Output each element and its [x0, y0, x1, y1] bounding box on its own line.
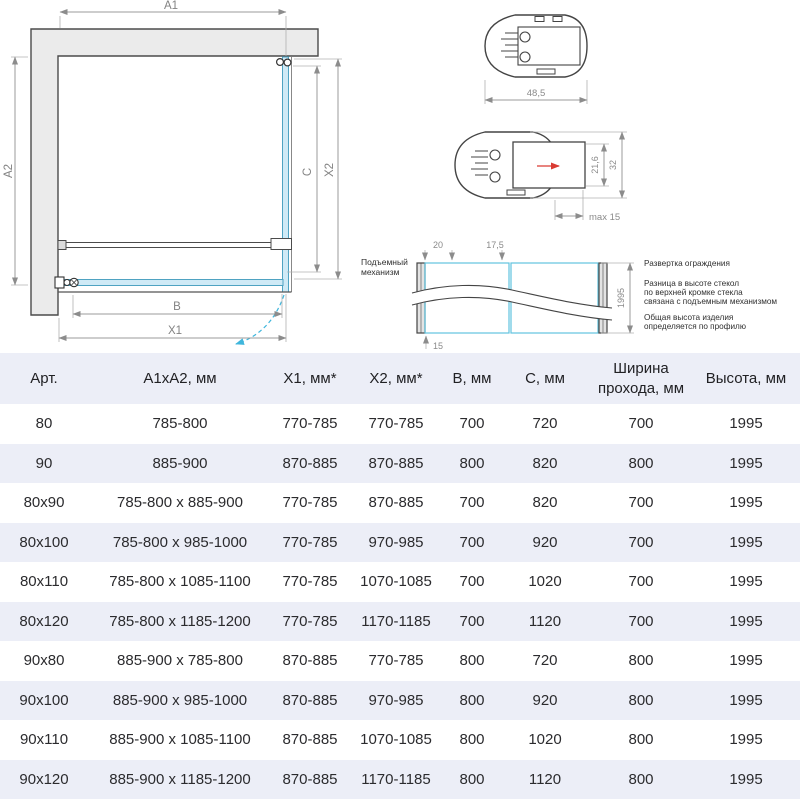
- table-cell: 1070-1085: [360, 573, 432, 591]
- table-cell: 800: [628, 770, 654, 788]
- table-cell: 870-885: [282, 652, 338, 670]
- table-row: [0, 760, 800, 800]
- table-cell: 90x100: [19, 691, 69, 709]
- table-cell: 800: [628, 731, 654, 749]
- dim-label-a2: A2: [3, 163, 15, 179]
- dim-20: 20: [432, 240, 444, 250]
- lift-mechanism-label-1: Подъемный: [361, 257, 408, 267]
- technical-drawing: [0, 0, 800, 353]
- elevation-note2-line1: Общая высота изделия: [644, 313, 734, 322]
- table-cell: 1995: [729, 415, 763, 433]
- table-cell: 800: [459, 454, 485, 472]
- table-cell: 700: [459, 573, 485, 591]
- table-cell: 785-800: [152, 415, 208, 433]
- table-cell: 700: [628, 494, 654, 512]
- table-cell: 870-885: [368, 494, 424, 512]
- table-cell: 80x90: [23, 494, 65, 512]
- column-header-a1xa2: A1xA2, мм: [143, 369, 217, 387]
- table-cell: 885-900 x 785-800: [117, 652, 243, 670]
- table-cell: 885-900 x 1185-1200: [109, 770, 251, 788]
- table-cell: 920: [532, 691, 558, 709]
- table-cell: 800: [459, 770, 485, 788]
- dim-max15: max 15: [589, 212, 621, 223]
- table-cell: 720: [532, 415, 558, 433]
- table-cell: 80x100: [19, 533, 69, 551]
- table-cell: 1120: [528, 770, 562, 788]
- door-swing-arc: [236, 295, 284, 344]
- table-cell: 770-785: [368, 415, 424, 433]
- table-cell: 1170-1185: [361, 770, 431, 788]
- table-cell: 1995: [729, 454, 763, 472]
- column-header-b: B, мм: [452, 369, 492, 387]
- table-cell: 700: [459, 533, 485, 551]
- table-cell: 770-785: [282, 573, 338, 591]
- table-cell: 870-885: [368, 454, 424, 472]
- column-header-height: Высота, мм: [705, 369, 787, 387]
- table-row: [0, 523, 800, 563]
- size-table: [0, 353, 800, 799]
- table-cell: 700: [459, 415, 485, 433]
- table-cell: 785-800 x 885-900: [117, 494, 243, 512]
- table-cell: 770-785: [282, 533, 338, 551]
- table-cell: 700: [628, 533, 654, 551]
- table-cell: 90x120: [19, 770, 69, 788]
- table-cell: 970-985: [368, 533, 424, 551]
- table-cell: 1170-1185: [361, 612, 431, 630]
- table-cell: 770-785: [282, 612, 338, 630]
- dim-15: 15: [433, 341, 444, 351]
- table-cell: 90x110: [19, 731, 69, 749]
- table-cell: 785-800 x 985-1000: [112, 533, 248, 551]
- table-body: [0, 404, 800, 799]
- table-cell: 700: [459, 494, 485, 512]
- table-cell: 785-800 x 1085-1100: [109, 573, 251, 591]
- table-cell: 970-985: [368, 691, 424, 709]
- table-cell: 870-885: [282, 691, 338, 709]
- table-cell: 1120: [528, 612, 562, 630]
- table-cell: 870-885: [282, 770, 338, 788]
- support-bar: [58, 239, 292, 250]
- table-cell: 80: [35, 415, 53, 433]
- elevation-note2-line2: определяется по профилю: [644, 322, 746, 331]
- table-cell: 1020: [528, 731, 562, 749]
- table-cell: 90x80: [23, 652, 65, 670]
- table-cell: 770-785: [282, 494, 338, 512]
- walls: [31, 29, 318, 315]
- dim-label-a1: A1: [163, 0, 179, 12]
- table-cell: 1995: [729, 652, 763, 670]
- column-header-art: Арт.: [30, 369, 58, 387]
- table-cell: 870-885: [282, 454, 338, 472]
- glass-panel-vertical: [283, 57, 289, 292]
- table-cell: 800: [628, 652, 654, 670]
- table-cell: 770-785: [368, 652, 424, 670]
- table-cell: 800: [628, 454, 654, 472]
- table-cell: 800: [459, 731, 485, 749]
- dim-32: 32: [608, 159, 618, 171]
- table-cell: 1995: [729, 612, 763, 630]
- table-row: [0, 602, 800, 642]
- table-cell: 870-885: [282, 731, 338, 749]
- table-row: [0, 444, 800, 484]
- table-cell: 800: [459, 691, 485, 709]
- elevation-note1-line2: по верхней кромке стекла: [644, 288, 743, 297]
- table-cell: 770-785: [282, 415, 338, 433]
- plan-view: [3, 0, 342, 344]
- table-cell: 920: [532, 533, 558, 551]
- dim-label-x2: X2: [324, 162, 336, 178]
- table-row: [0, 404, 800, 444]
- lift-mechanism-label-2: механизм: [361, 267, 400, 277]
- table-cell: 720: [532, 652, 558, 670]
- table-cell: 1995: [729, 691, 763, 709]
- table-cell: 885-900 x 1085-1100: [109, 731, 251, 749]
- profile-section-top: [485, 15, 587, 104]
- dim-485: 48,5: [526, 88, 546, 99]
- table-cell: 885-900: [152, 454, 208, 472]
- table-header-row: [0, 353, 800, 404]
- elevation-note1-line3: связана с подъемным механизмом: [644, 297, 778, 306]
- elevation-note1-line1: Разница в высоте стекол: [644, 279, 740, 288]
- column-header-c: C, мм: [525, 369, 565, 387]
- table-cell: 80x110: [19, 573, 69, 591]
- table-cell: 1070-1085: [360, 731, 432, 749]
- hinge: [55, 277, 78, 288]
- table-cell: 820: [532, 454, 558, 472]
- table-cell: 700: [628, 415, 654, 433]
- column-header-x2: X2, мм*: [369, 369, 423, 387]
- dim-1995: 1995: [616, 287, 626, 309]
- column-header-width: Ширина прохода, мм: [597, 360, 685, 397]
- table-cell: 800: [459, 652, 485, 670]
- table-row: [0, 562, 800, 602]
- table-cell: 700: [459, 612, 485, 630]
- table-cell: 90: [35, 454, 53, 472]
- dim-216: 21,6: [590, 156, 600, 174]
- profile-section-side: [455, 132, 627, 223]
- dim-label-c: C: [302, 167, 314, 177]
- table-cell: 1995: [729, 573, 763, 591]
- table-cell: 1020: [528, 573, 562, 591]
- table-cell: 700: [628, 573, 654, 591]
- table-row: [0, 681, 800, 721]
- table-cell: 885-900 x 985-1000: [112, 691, 248, 709]
- table-cell: 785-800 x 1185-1200: [109, 612, 251, 630]
- dim-label-x1: X1: [167, 325, 183, 337]
- dim-175: 17,5: [486, 240, 504, 250]
- table-cell: 800: [628, 691, 654, 709]
- table-row: [0, 720, 800, 760]
- table-row: [0, 641, 800, 681]
- elevation-title: Развертка ограждения: [644, 259, 730, 268]
- elevation-view: [361, 240, 777, 351]
- table-cell: 1995: [729, 731, 763, 749]
- table-row: [0, 483, 800, 523]
- table-cell: 80x120: [19, 612, 69, 630]
- table-cell: 1995: [729, 533, 763, 551]
- table-cell: 820: [532, 494, 558, 512]
- column-header-x1: X1, мм*: [283, 369, 337, 387]
- table-cell: 1995: [729, 494, 763, 512]
- glass-panel-horizontal: [63, 280, 283, 286]
- table-cell: 700: [628, 612, 654, 630]
- dim-label-b: B: [173, 301, 181, 313]
- table-cell: 1995: [729, 770, 763, 788]
